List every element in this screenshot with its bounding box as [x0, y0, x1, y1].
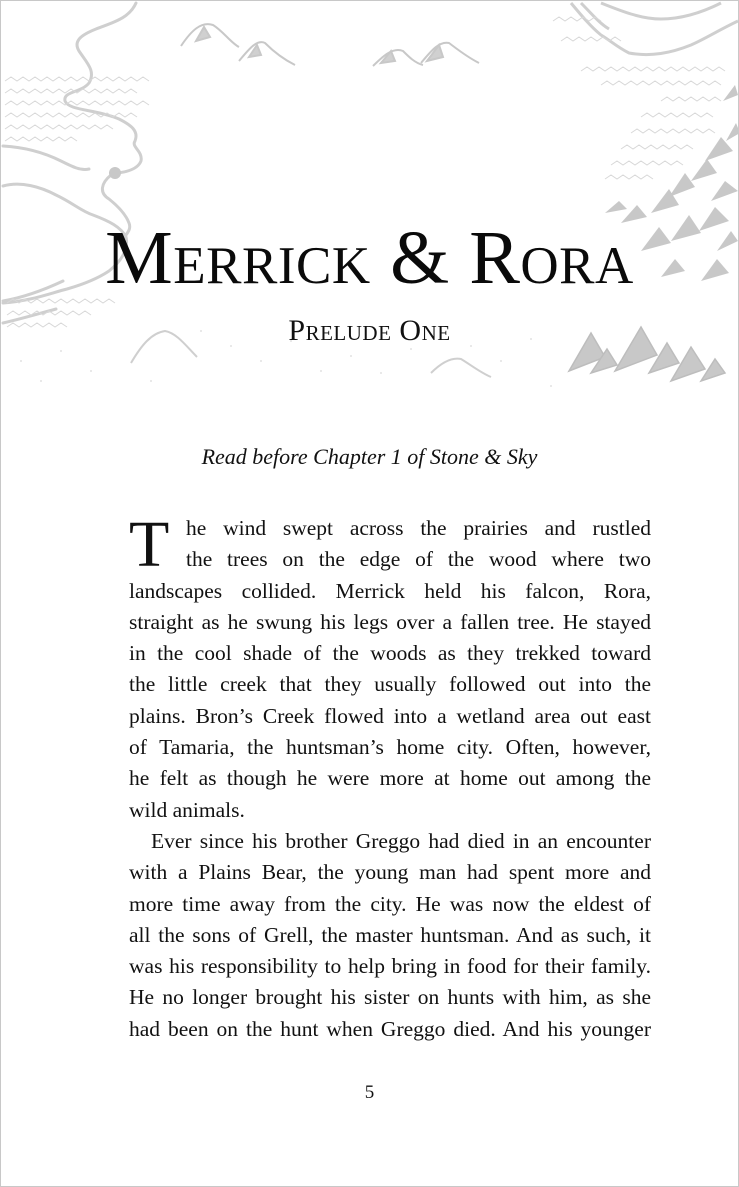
text-line: was his responsibility to help bring in food for their family.: [129, 954, 651, 979]
text-line: straight as he swung his legs over a fallen tree. He stayed: [129, 609, 651, 634]
chapter-subtitle: Prelude One: [288, 314, 451, 347]
text-line: plains. Bron’s Creek flowed into a wetland area out east: [129, 703, 651, 728]
text-line: with a Plains Bear, the young man had spent more and: [129, 860, 651, 885]
text-line: he wind swept across the prairies and rustled: [186, 516, 651, 540]
text-line: landscapes collided. Merrick held his falcon, Rora,: [129, 578, 651, 603]
text-line: He no longer brought his sister on hunts with him, as she: [129, 985, 651, 1010]
text-line: had been on the hunt when Greggo died. And his younger: [129, 1016, 651, 1041]
paragraph-2: [129, 826, 651, 1045]
text-line: of Tamaria, the huntsman’s home city. Often, however,: [129, 735, 651, 760]
text-line: in the cool shade of the woods as they trekked toward: [129, 641, 651, 666]
text-line: more time away from the city. He was now the eldest of: [129, 891, 651, 916]
text-line: Ever since his brother Greggo had died in an encounter: [151, 828, 651, 853]
text-line: the trees on the edge of the wood where two: [186, 547, 651, 572]
page-number: 5: [364, 1082, 375, 1103]
chapter-body: [129, 508, 651, 1045]
drop-cap: T: [129, 508, 170, 581]
chapter-title: Merrick & Rora: [105, 216, 634, 300]
reading-note: Read before Chapter 1 of Stone & Sky: [201, 444, 538, 469]
text-line: the little creek that they usually followed out into the: [129, 672, 651, 697]
text-line: all the sons of Grell, the master huntsman. And as such, it: [129, 922, 651, 947]
text-line: wild animals.: [129, 797, 245, 822]
text-line: he felt as though he were more at home out among the: [129, 766, 651, 791]
paragraph-1: [129, 508, 651, 826]
